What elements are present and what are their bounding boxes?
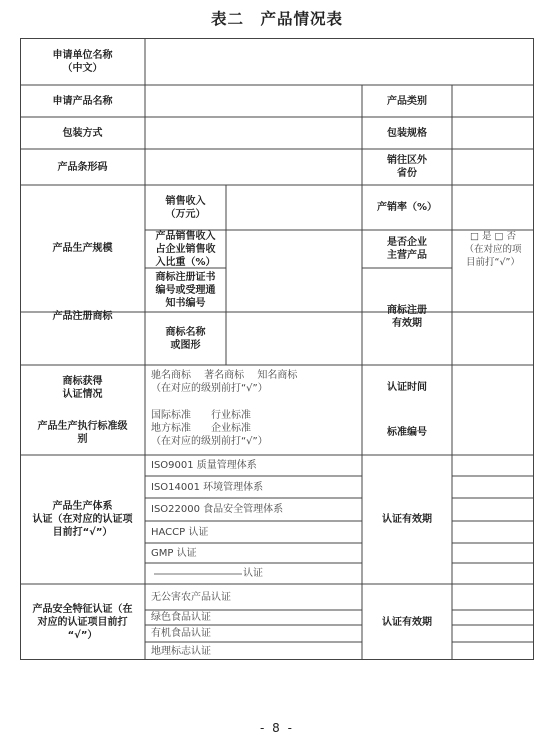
packaging-label: 包装方式 — [62, 127, 103, 139]
system-cert-label: 产品生产体系 认证（在对应的认证项 目前打“√”） — [32, 501, 133, 538]
safety-item[interactable]: 有机食品认证 — [151, 628, 211, 639]
main-product-options[interactable]: □ 是 □ 否 （在对应的项 目前打“√”） — [464, 230, 522, 268]
standard-level-options[interactable]: 国际标准 行业标准 地方标准 企业标准 （在对应的级别前打“√”） — [151, 410, 268, 447]
sales-ratio-label: 产品销售收入 占企业销售收 入比重（%） — [155, 230, 216, 268]
system-item[interactable]: ISO9001 质量管理体系 — [151, 460, 257, 471]
trademark-award-label: 商标获得 认证情况 — [62, 375, 103, 400]
product-category-label: 产品类别 — [387, 95, 427, 107]
revenue-label: 销售收入 （万元） — [165, 195, 206, 220]
safety-cert-label: 产品安全特征认证（在 对应的认证项目前打 “√”） — [32, 603, 133, 641]
system-item-other[interactable]: 认证 — [243, 568, 263, 579]
safety-item[interactable]: 地理标志认证 — [151, 645, 211, 657]
trademark-period-label: 商标注册 有效期 — [387, 304, 427, 329]
safety-validity-label: 认证有效期 — [382, 616, 432, 628]
standard-no-label: 标准编号 — [387, 427, 427, 438]
trademark-name-label: 商标名称 或图形 — [165, 326, 206, 351]
packaging-spec-label: 包装规格 — [387, 127, 427, 139]
system-item[interactable]: HACCP 认证 — [151, 526, 209, 538]
system-item[interactable]: GMP 认证 — [151, 547, 197, 559]
sales-region-label: 销往区外 省份 — [387, 155, 427, 179]
product-info-table — [20, 38, 534, 660]
safety-item[interactable]: 绿色食品认证 — [151, 612, 211, 623]
cert-time-label: 认证时间 — [387, 382, 427, 393]
production-scale-label: 产品生产规模 — [52, 243, 113, 254]
trademark-label: 产品注册商标 — [52, 311, 113, 322]
page-title: 表二 产品情况表 — [210, 10, 343, 28]
applicant-name-label: 申请单位名称 （中文） — [52, 49, 113, 74]
product-name-label: 申请产品名称 — [52, 95, 113, 107]
system-item[interactable]: ISO14001 环境管理体系 — [151, 481, 264, 493]
main-product-label: 是否企业 主营产品 — [387, 237, 427, 261]
barcode-label: 产品条形码 — [57, 161, 108, 173]
safety-item[interactable]: 无公害农产品认证 — [151, 591, 231, 603]
page-number: - 8 - — [260, 721, 294, 735]
trademark-cert-label: 商标注册证书 编号或受理通 知书编号 — [155, 271, 216, 309]
standard-level-label: 产品生产执行标准级 别 — [37, 420, 128, 445]
sell-rate-label: 产销率（%） — [376, 202, 438, 213]
system-validity-label: 认证有效期 — [382, 514, 432, 525]
trademark-award-options[interactable]: 驰名商标 著名商标 知名商标 （在对应的级别前打“√”） — [151, 370, 298, 394]
system-item[interactable]: ISO22000 食品安全管理体系 — [151, 504, 284, 515]
